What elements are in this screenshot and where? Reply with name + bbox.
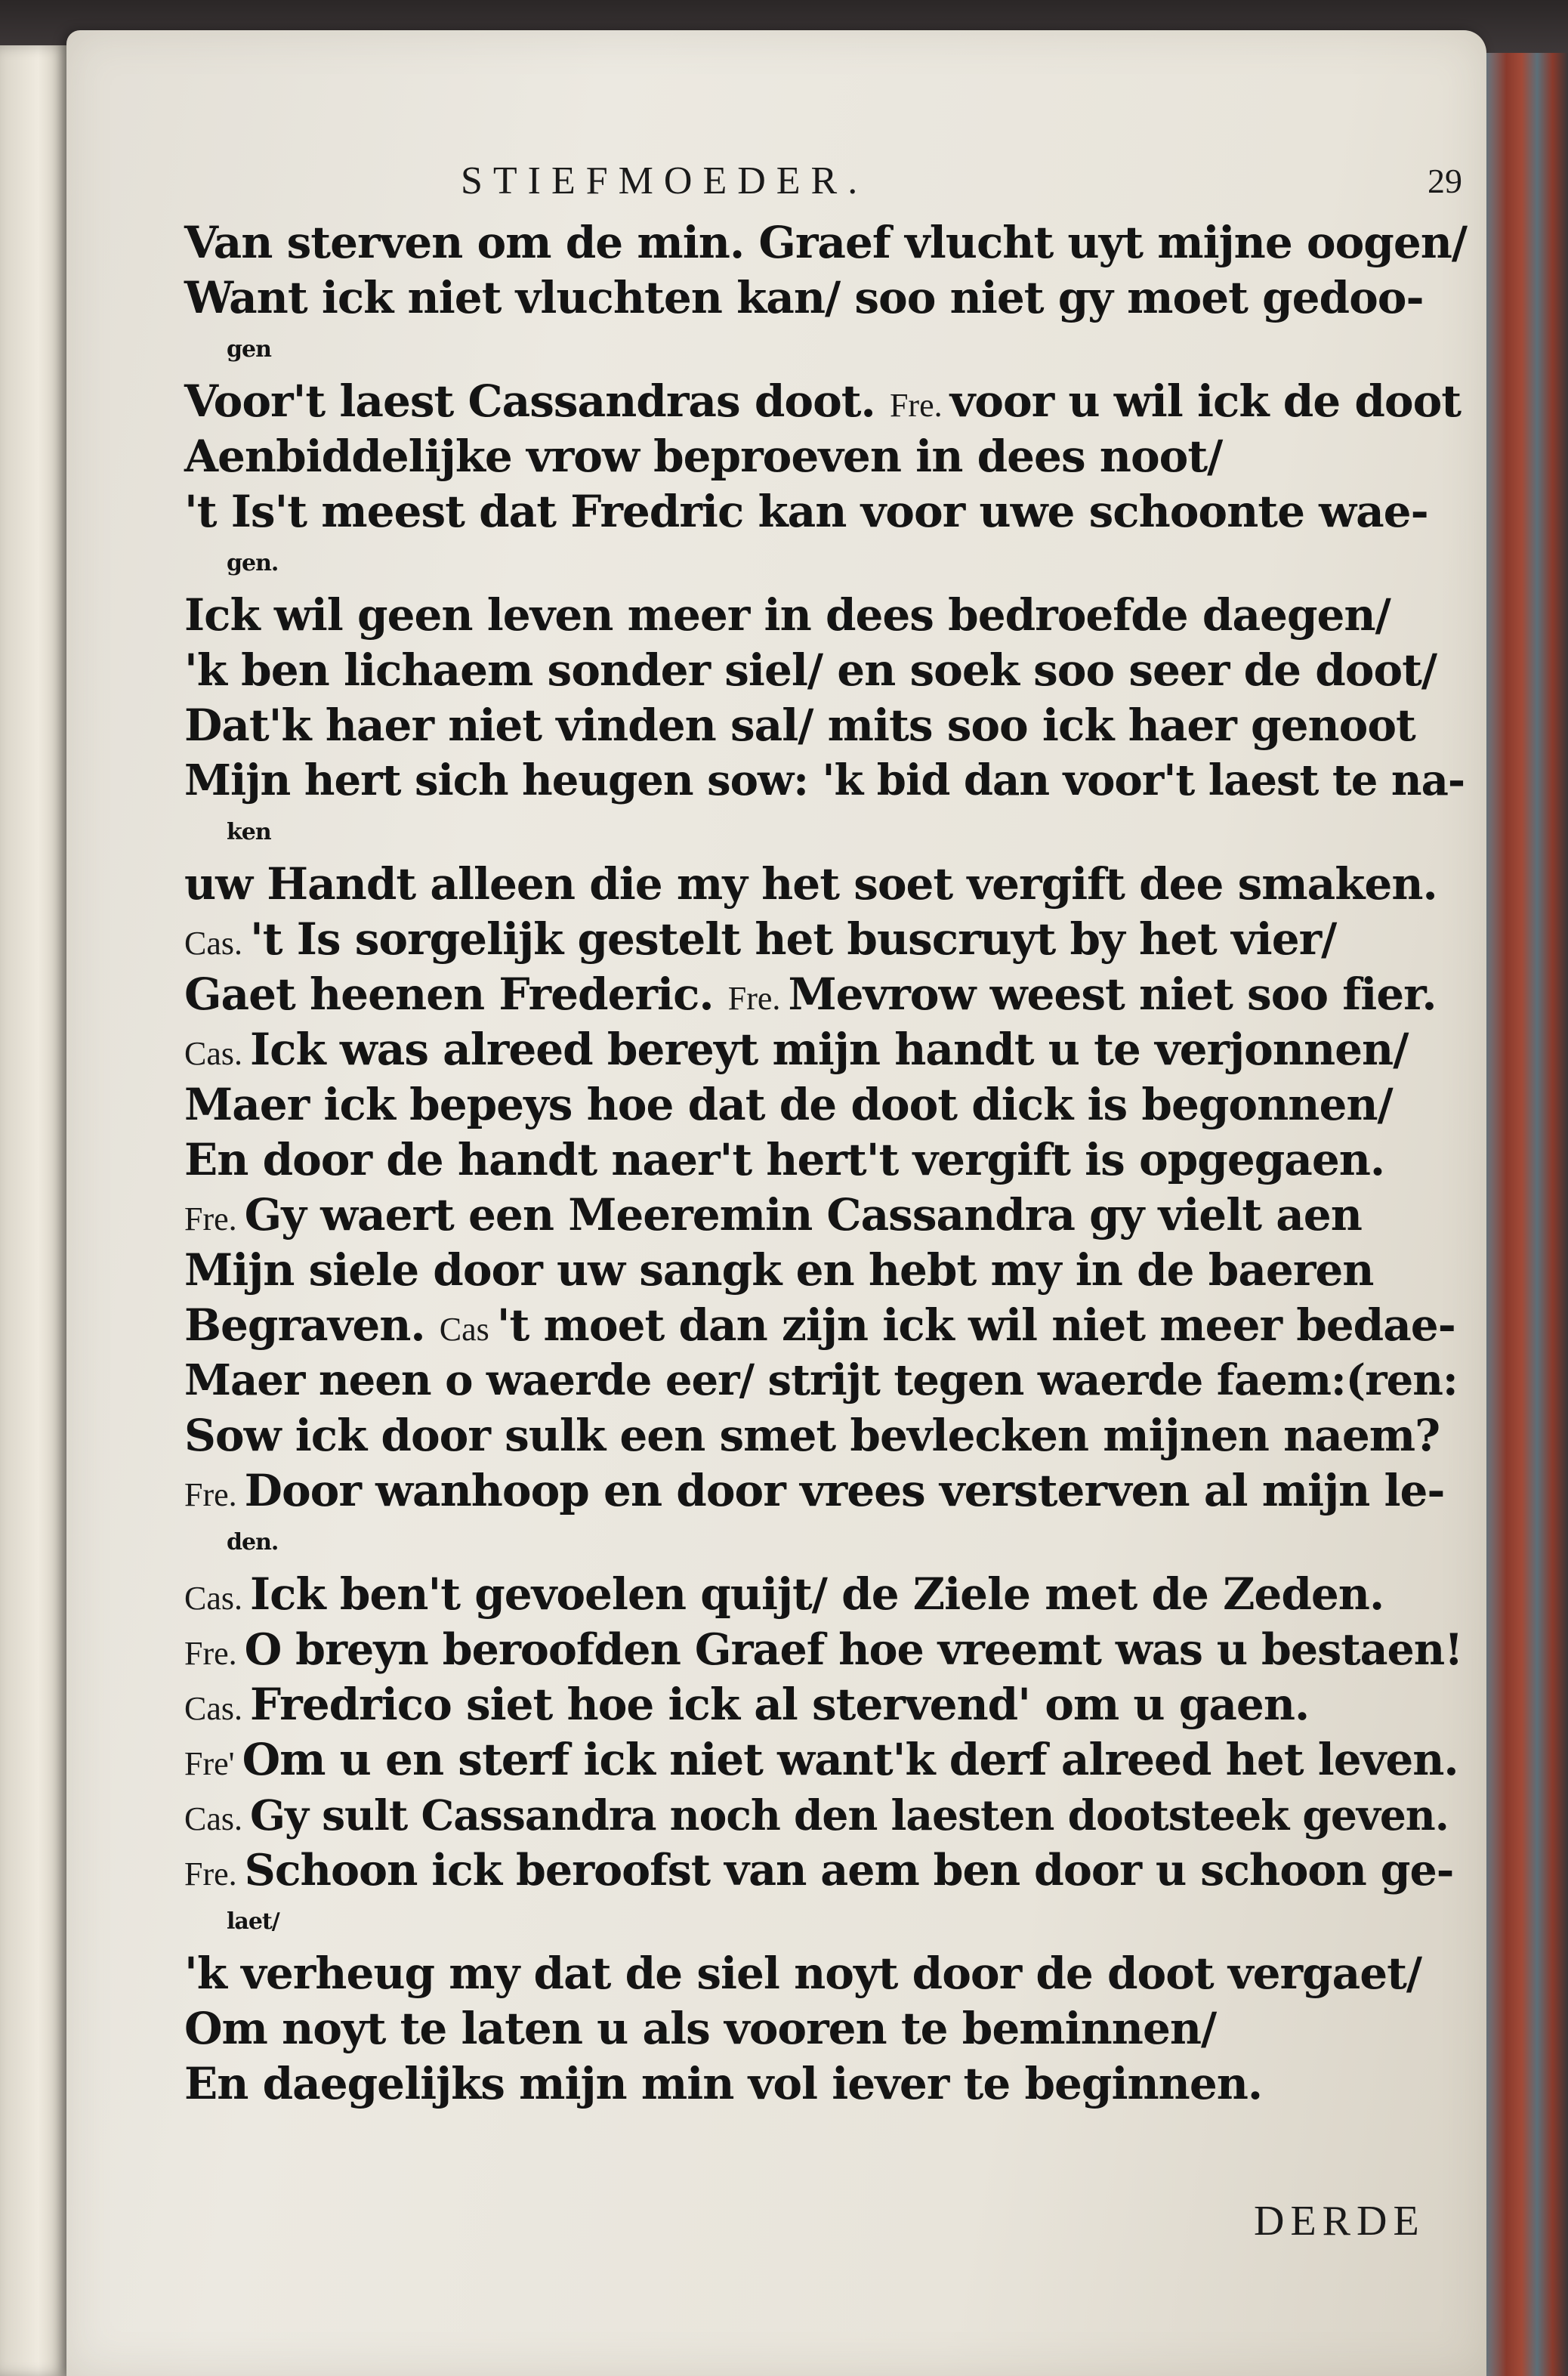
verse-line [184,1946,1468,2001]
verse-text: En door de handt naer't hert't vergift is opgegaen. [184,1134,1385,1185]
speaker-label: Cas. [184,1690,242,1727]
verse-line [184,967,1468,1022]
verse-text: Gy waert een Meeremin Cassandra gy vielt aen [244,1189,1362,1241]
verse-text: Aenbiddelijke vrow beproeven in dees noot/ [184,431,1223,482]
verse-text: Mijn hert sich heugen sow: 'k bid dan voor't laest te na- [184,755,1465,805]
verse-line [184,1022,1468,1077]
speaker-label: Fre. [184,1200,237,1237]
speaker-label: Fre. [184,1476,237,1513]
verse-text: 't Is't meest dat Fredric kan voor uwe schoonte wae- [184,486,1428,537]
verse-text: Mevrow weest niet soo fier. [788,969,1437,1020]
verse-line [184,1243,1468,1298]
speaker-label: Fre. [184,1855,237,1892]
speaker-label: Cas. [184,1035,242,1072]
verse-text: Ick ben't gevoelen quijt/ de Ziele met de Zeden. [250,1568,1384,1620]
verse-text: gen. [227,550,279,576]
verse-line [184,215,1468,270]
verse-line [184,539,1468,588]
speaker-label: Fre. [727,980,781,1017]
speaker-label: Fre. [184,1635,237,1672]
verse-text: Gaet heenen Frederic. [184,969,714,1020]
verse-text: 'k verheug my dat de siel noyt door de doot vergaet/ [184,1948,1422,1999]
verse-line [184,1898,1468,1946]
verse-text: Van sterven om de min. Graef vlucht uyt mijne oogen/ [184,217,1468,268]
speaker-label: Cas. [184,1800,242,1837]
verse-text: laet/ [227,1908,279,1935]
verse-line [184,1077,1468,1132]
verse-line [184,1787,1468,1843]
verse-text: Voor't laest Cassandras doot. [184,375,875,427]
verse-line [184,1188,1468,1243]
verse-line [184,912,1468,967]
verse-text: Om u en sterf ick niet want'k derf alreed het leven. [242,1734,1458,1785]
verse-text: voor u wil ick de doot [949,375,1462,427]
verse-line [184,1843,1468,1898]
verse-line [184,374,1468,429]
verse-text: 'k ben lichaem sonder siel/ en soek soo seer de doot/ [184,644,1437,696]
verse-text: ken [227,819,271,845]
verse-text: Mijn siele door uw sangk en hebt my in de baeren [184,1244,1374,1296]
speaker-label: Fre' [184,1745,235,1782]
verse-text: Ick was alreed bereyt mijn handt u te verjonnen/ [250,1024,1409,1075]
verse-text: Sow ick door sulk een smet bevlecken mijnen naem? [184,1410,1440,1461]
verse-line [184,1732,1468,1787]
verse-line [184,808,1468,857]
verse-text: Ick wil geen leven meer in dees bedroefde daegen/ [184,589,1391,641]
verse-text: Dat'k haer niet vinden sal/ mits soo ick haer genoot [184,700,1415,751]
verse-text: Om noyt te laten u als vooren te beminnen/ [184,2003,1217,2054]
verse-line [184,753,1468,808]
verse-text: 't moet dan zijn ick wil niet meer bedae- [496,1299,1455,1351]
verse-line [184,857,1468,912]
verse-line [184,1132,1468,1188]
verse-text: 't Is sorgelijk gestelt het buscruyt by het vier/ [250,913,1337,965]
left-page-edge [0,45,69,2376]
verse-line [184,1519,1468,1567]
verse-line [184,2001,1468,2056]
verse-text: den. [227,1529,279,1556]
verse-line [184,1353,1468,1408]
verse-line [184,270,1468,326]
verse-line [184,588,1468,643]
verse-line [184,643,1468,698]
verse-line [184,698,1468,753]
verse-text: Door wanhoop en door vrees versterven al mijn le- [244,1465,1445,1516]
verse-line [184,326,1468,374]
verse-line [184,429,1468,484]
verse-text: Maer ick bepeys hoe dat de doot dick is begonnen/ [184,1079,1393,1130]
running-header: STIEFMOEDER. [461,159,869,202]
verse-line [184,1463,1468,1519]
verse-text: Gy sult Cassandra noch den laesten dootsteek geven. [250,1790,1449,1840]
speaker-label: Fre. [889,387,943,424]
verse-text: En daegelijks mijn min vol iever te beginnen. [184,2058,1263,2109]
verse-line [184,1298,1468,1353]
verse-line [184,1567,1468,1622]
verse-text-block [184,215,1468,2112]
speaker-label: Cas. [184,925,242,962]
verse-text: O breyn beroofden Graef hoe vreemt was u bestaen! [244,1624,1463,1675]
verse-line [184,1622,1468,1677]
speaker-label: Cas [439,1311,489,1348]
verse-line [184,1408,1468,1463]
catchword: DERDE [1254,2198,1425,2245]
verse-text: Maer neen o waerde eer/ strijt tegen waerde faem:(ren: [184,1355,1458,1405]
verse-text: gen [227,336,271,363]
verse-text: Schoon ick beroofst van aem ben door u schoon ge- [244,1845,1454,1896]
page-number: 29 [1428,162,1462,200]
verse-text: Begraven. [184,1299,425,1351]
speaker-label: Cas. [184,1580,242,1617]
verse-text: uw Handt alleen die my het soet vergift dee smaken. [184,858,1437,910]
verse-text: Want ick niet vluchten kan/ soo niet gy moet gedoo- [184,272,1424,323]
verse-line [184,1677,1468,1732]
verse-line [184,2056,1468,2112]
verse-line [184,484,1468,539]
verse-text: Fredrico siet hoe ick al stervend' om u gaen. [250,1679,1310,1730]
